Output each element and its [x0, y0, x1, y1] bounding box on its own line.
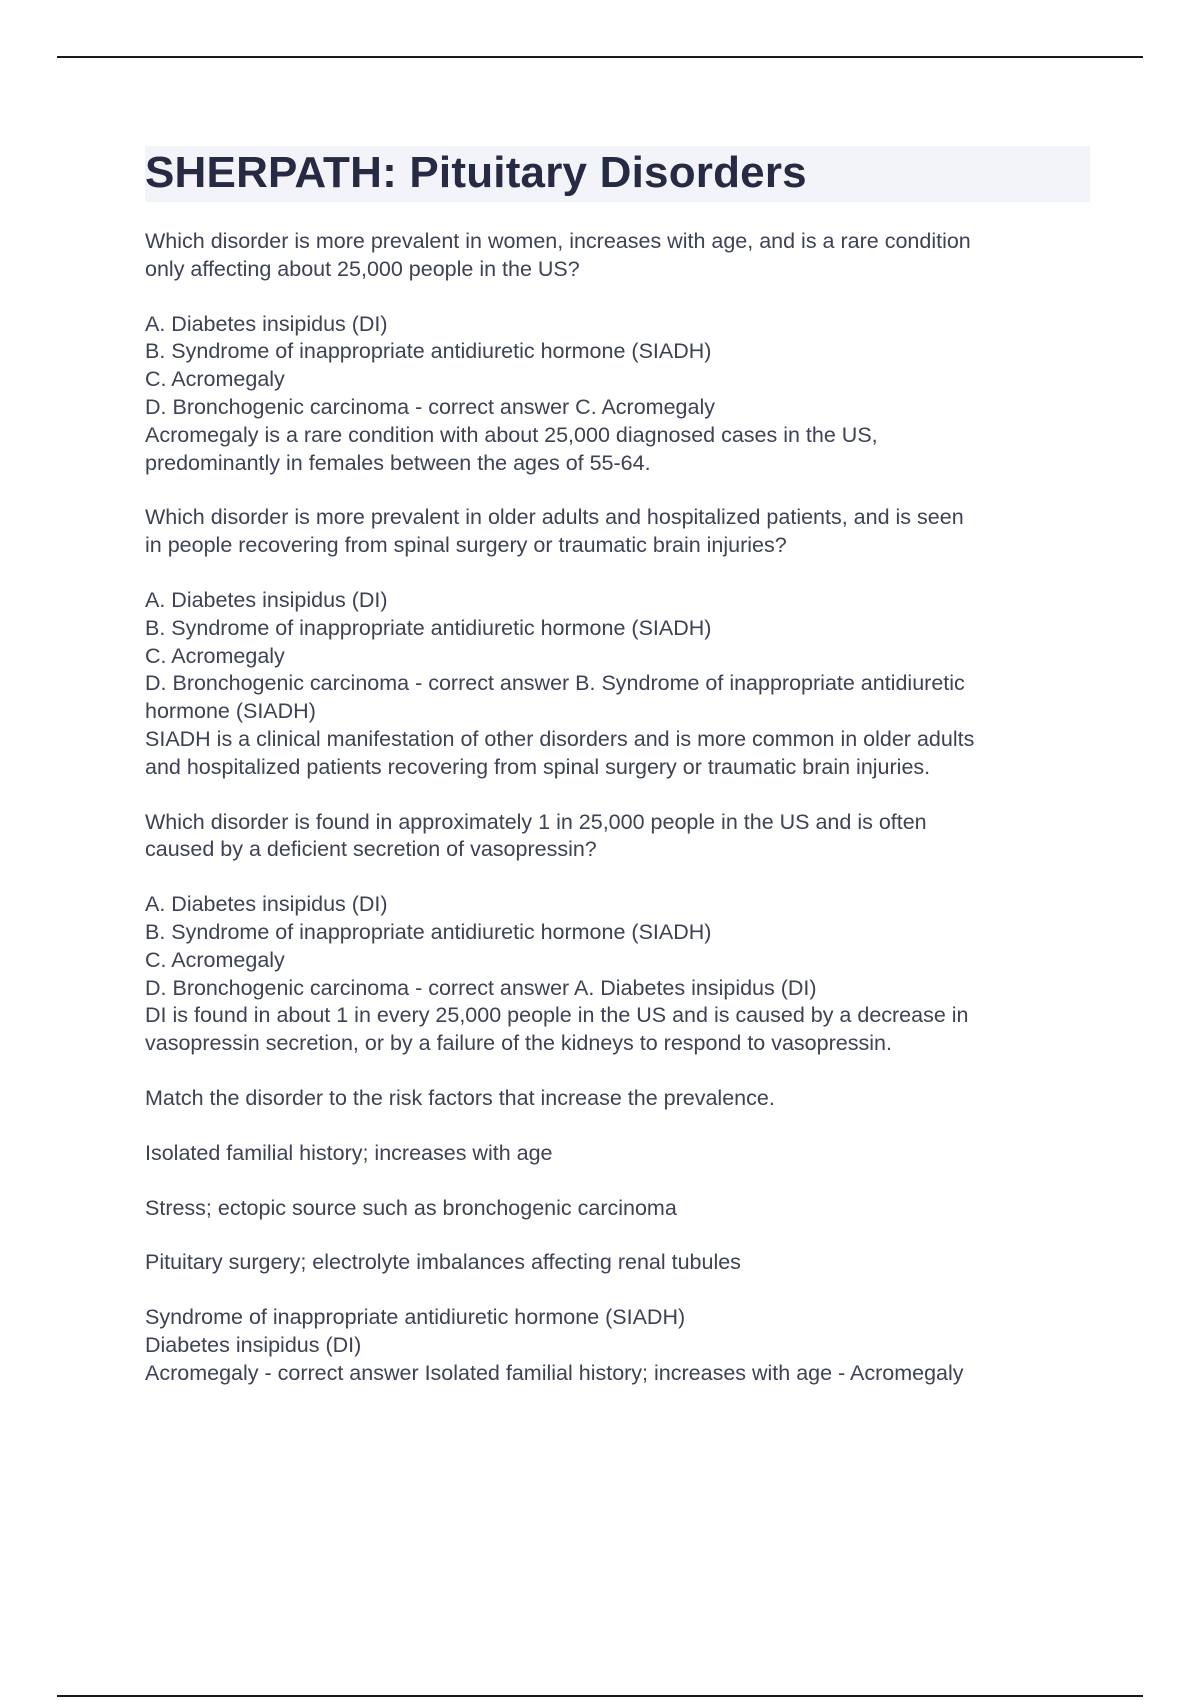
explanation: predominantly in females between the ages of 55-64.: [145, 450, 651, 475]
option-a: A. Diabetes insipidus (DI): [145, 587, 388, 612]
risk-factor-1: [145, 1140, 1090, 1168]
question-text: only affecting about 25,000 people in the US?: [145, 256, 580, 281]
question-text: Which disorder is more prevalent in women, increases with age, and is a rare condition: [145, 229, 971, 253]
explanation: Acromegaly is a rare condition with about 25,000 diagnosed cases in the US,: [145, 422, 878, 447]
risk-factor-text: Stress; ectopic source such as bronchogenic carcinoma: [145, 1195, 677, 1220]
answer-options-3: [145, 891, 1090, 1058]
option-c: C. Acromegaly: [145, 643, 285, 668]
option-b: B. Syndrome of inappropriate antidiuretic hormone (SIADH): [145, 339, 712, 364]
explanation: DI is found in about 1 in every 25,000 people in the US and is caused by a decrease in: [145, 1003, 969, 1028]
question-2: [145, 504, 1090, 560]
option-c: C. Acromegaly: [145, 947, 285, 972]
question-text: in people recovering from spinal surgery or traumatic brain injuries?: [145, 533, 787, 558]
answer-options-2: [145, 587, 1090, 782]
risk-factor-text: Isolated familial history; increases with age: [145, 1140, 553, 1165]
option-b: B. Syndrome of inappropriate antidiuretic hormone (SIADH): [145, 919, 712, 944]
explanation: SIADH is a clinical manifestation of other disorders and is more common in older adults: [145, 726, 975, 751]
page-title: SHERPATH: Pituitary Disorders: [145, 146, 1090, 202]
option-d-continued: hormone (SIADH): [145, 699, 316, 724]
explanation: vasopressin secretion, or by a failure of the kidneys to respond to vasopressin.: [145, 1031, 892, 1056]
option-d-with-answer: D. Bronchogenic carcinoma - correct answer C. Acromegaly: [145, 394, 715, 419]
risk-factor-text: Pituitary surgery; electrolyte imbalances affecting renal tubules: [145, 1250, 741, 1275]
document-body: [145, 146, 1090, 1388]
risk-factor-2: [145, 1195, 1090, 1223]
option-c: C. Acromegaly: [145, 367, 285, 392]
disorder-item-with-answer: Acromegaly - correct answer Isolated familial history; increases with age - Acromegaly: [145, 1360, 964, 1385]
explanation: and hospitalized patients recovering from spinal surgery or traumatic brain injuries.: [145, 754, 931, 779]
question-text: Match the disorder to the risk factors that increase the prevalence.: [145, 1085, 775, 1110]
top-divider: [57, 56, 1143, 58]
option-d-with-answer: D. Bronchogenic carcinoma - correct answer B. Syndrome of inappropriate antidiuretic: [145, 671, 965, 696]
disorder-item: Diabetes insipidus (DI): [145, 1332, 362, 1357]
bottom-divider: [57, 1695, 1143, 1697]
question-1: [145, 228, 1090, 284]
disorder-item: Syndrome of inappropriate antidiuretic hormone (SIADH): [145, 1305, 686, 1330]
question-text: Which disorder is found in approximately 1 in 25,000 people in the US and is often: [145, 809, 927, 834]
disorder-list: [145, 1304, 1090, 1387]
question-text: Which disorder is more prevalent in older adults and hospitalized patients, and is seen: [145, 505, 964, 530]
question-4: [145, 1085, 1090, 1113]
question-text: caused by a deficient secretion of vasopressin?: [145, 837, 597, 862]
option-a: A. Diabetes insipidus (DI): [145, 892, 388, 917]
option-d-with-answer: D. Bronchogenic carcinoma - correct answer A. Diabetes insipidus (DI): [145, 975, 817, 1000]
option-b: B. Syndrome of inappropriate antidiuretic hormone (SIADH): [145, 615, 712, 640]
answer-options-1: [145, 311, 1090, 478]
option-a: A. Diabetes insipidus (DI): [145, 311, 388, 336]
question-3: [145, 809, 1090, 865]
risk-factor-3: [145, 1249, 1090, 1277]
